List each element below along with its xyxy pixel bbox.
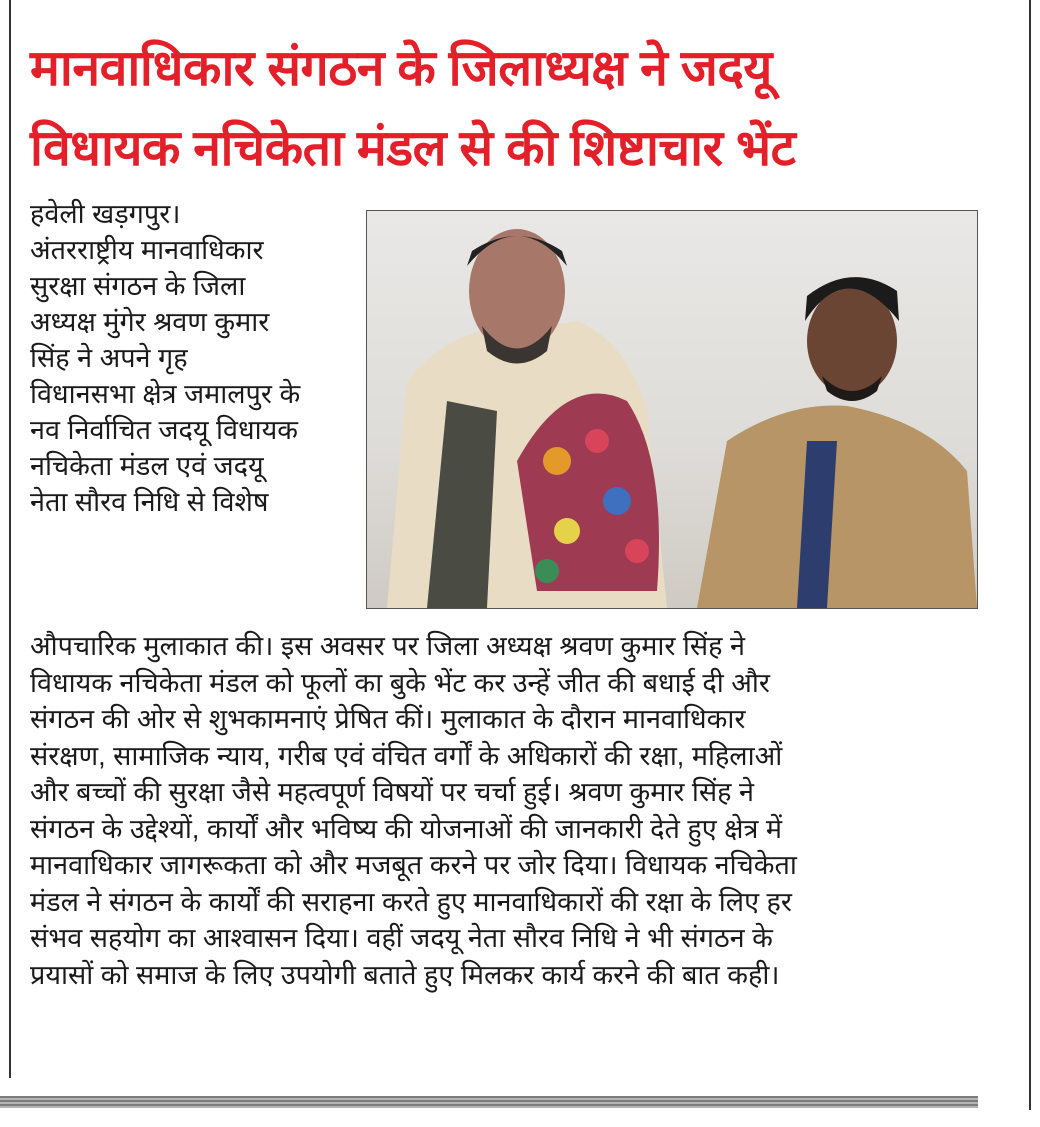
text-line: सिंह ने अपने गृह (30, 343, 188, 373)
text-line: नेता सौरव निधि से विशेष (30, 487, 269, 517)
text-line: संगठन के उद्देश्यों, कार्यों और भविष्य की योजनाओं की जानकारी देते हुए क्षेत्र में (30, 813, 783, 844)
text-line: अध्यक्ष मुंगेर श्रवण कुमार (30, 307, 270, 337)
news-photo (366, 210, 978, 609)
text-line: औपचारिक मुलाकात की। इस अवसर पर जिला अध्यक्ष श्रवण कुमार सिंह ने (30, 631, 745, 661)
headline-line-2: विधायक नचिकेता मंडल से की शिष्टाचार भेंट (30, 120, 796, 176)
text-line: विधायक नचिकेता मंडल को फूलों का बुके भेंट कर उन्हें जीत की बधाई दी और (30, 667, 770, 698)
text-line: नव निर्वाचित जदयू विधायक (30, 415, 299, 445)
text-line: नचिकेता मंडल एवं जदयू (30, 451, 264, 481)
text-line: प्रयासों को समाज के लिए उपयोगी बताते हुए मिलकर कार्य करने की बात कही। (30, 959, 780, 990)
headline (30, 28, 1020, 188)
column-rule-left (9, 0, 11, 1078)
text-line: मानवाधिकार जागरूकता को और मजबूत करने पर जोर दिया। विधायक नचिकेता (30, 850, 797, 880)
text-line: और बच्चों की सुरक्षा जैसे महत्वपूर्ण विषयों पर चर्चा हुई। श्रवण कुमार सिंह ने (30, 777, 754, 807)
text-line: हवेली खड़गपुर। (30, 199, 181, 229)
article-intro-column (30, 196, 360, 520)
bottom-divider (0, 1096, 978, 1108)
headline-line-1: मानवाधिकार संगठन के जिलाध्यक्ष ने जदयू (30, 40, 772, 96)
article-body (30, 628, 1020, 993)
column-rule-right (1029, 0, 1031, 1110)
text-line: संरक्षण, सामाजिक न्याय, गरीब एवं वंचित वर्गों के अधिकारों की रक्षा, महिलाओं (30, 740, 783, 771)
text-line: संगठन की ओर से शुभकामनाएं प्रेषित कीं। मुलाकात के दौरान मानवाधिकार (30, 704, 746, 734)
text-line: अंतरराष्ट्रीय मानवाधिकार (30, 235, 264, 265)
text-line: सुरक्षा संगठन के जिला (30, 271, 246, 301)
text-line: मंडल ने संगठन के कार्यों की सराहना करते हुए मानवाधिकारों की रक्षा के लिए हर (30, 886, 792, 917)
text-line: संभव सहयोग का आश्वासन दिया। वहीं जदयू नेता सौरव निधि ने भी संगठन के (30, 923, 773, 953)
text-line: विधानसभा क्षेत्र जमालपुर के (30, 379, 301, 409)
